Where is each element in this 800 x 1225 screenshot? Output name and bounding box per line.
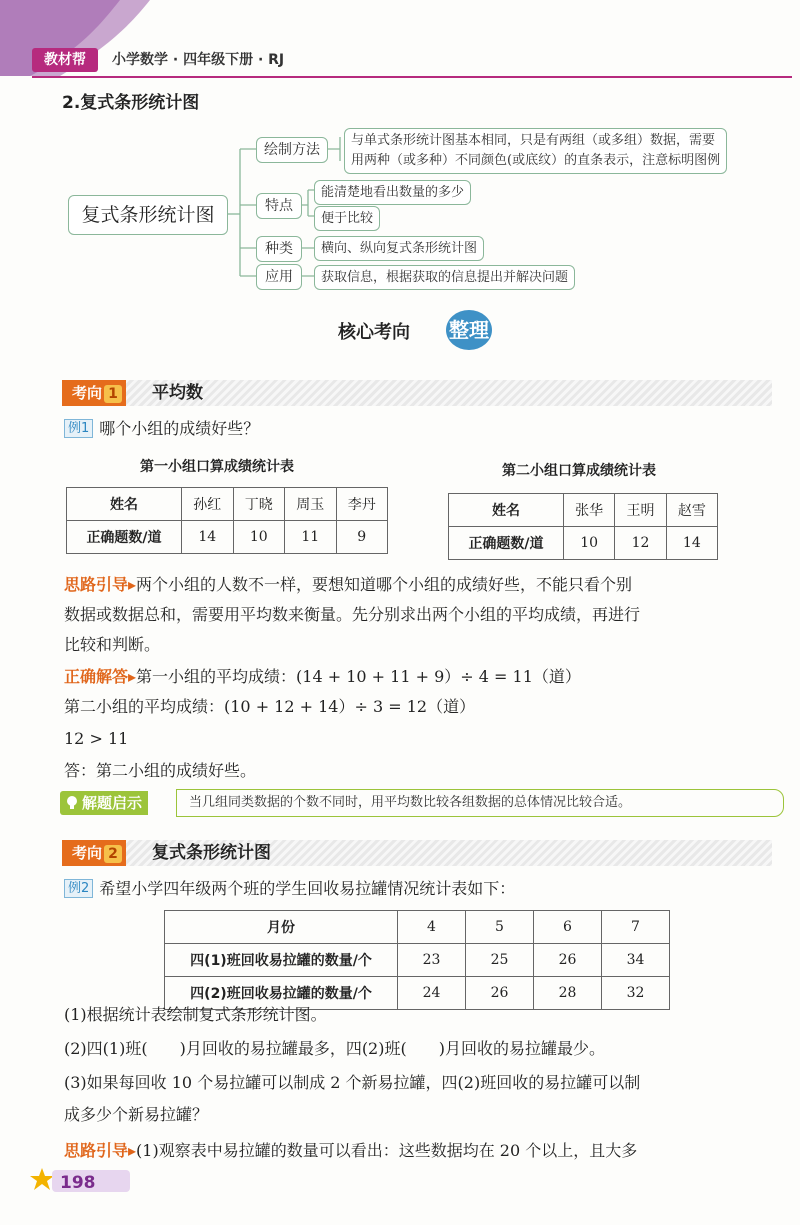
ex2-q2: (2)四(1)班( )月回收的易拉罐最多，四(2)班( )月回收的易拉罐最少。 xyxy=(64,1039,605,1058)
table2-data-row: 正确题数/道 10 12 14 xyxy=(449,527,718,560)
core-title: 核心考向 xyxy=(338,322,410,343)
mindmap-leaf-type: 横向、纵向复式条形统计图 xyxy=(314,236,484,261)
topic1-title: 平均数 xyxy=(152,383,203,403)
ex2-table-row-class1: 四(1)班回收易拉罐的数量/个 23 25 26 34 xyxy=(165,944,670,977)
ex1-guide-label: 思路引导 xyxy=(64,575,129,594)
ex1-answer-line-4: 答：第二小组的成绩好些。 xyxy=(64,761,257,780)
mindmap-node-type: 种类 xyxy=(256,236,302,262)
ex2-q3-line-1: (3)如果每回收 10 个易拉罐可以制成 2 个新易拉罐，四(2)班回收的易拉罐可以制 xyxy=(64,1073,641,1092)
ex1-answer-line-1: 正确解答▸第一小组的平均成绩：(14 + 10 + 11 + 9）÷ 4 = 11（道） xyxy=(64,667,581,686)
brand-badge: 教材帮 xyxy=(32,48,98,72)
core-badge: 整理 xyxy=(446,310,492,350)
ex1-question: 例1 哪个小组的成绩好些？ xyxy=(64,414,259,444)
mindmap-leaf-use: 获取信息，根据获取的信息提出并解决问题 xyxy=(314,265,575,290)
ex1-guide-line-2: 数据或数据总和，需要用平均数来衡量。先分别求出两个小组的平均成绩，再进行 xyxy=(64,605,641,624)
mindmap-root: 复式条形统计图 xyxy=(68,195,228,235)
ex1-guide-line-1: 思路引导▸两个小组的人数不一样，要想知道哪个小组的成绩好些，不能只看个别 xyxy=(64,575,633,594)
topic1-banner xyxy=(62,380,772,406)
mindmap-leaf-feature-1: 能清楚地看出数量的多少 xyxy=(314,180,471,205)
ex2-table-header-row: 月份 4 5 6 7 xyxy=(165,911,670,944)
ex2-question: 例2 希望小学四年级两个班的学生回收易拉罐情况统计表如下： xyxy=(64,874,515,904)
tip-box xyxy=(60,789,772,817)
topic2-title: 复式条形统计图 xyxy=(152,843,271,863)
ex1-answer-line-3: 12 > 11 xyxy=(64,729,129,748)
ex1-answer-label: 正确解答 xyxy=(64,667,129,686)
ex1-tag: 例1 xyxy=(64,419,93,438)
ex2-guide-label: 思路引导 xyxy=(64,1141,129,1160)
mindmap-leaf-method: 与单式条形统计图基本相同，只是有两组（或多组）数据，需要 用两种（或多种）不同颜色(或底纹）的直条表示，注意标明图例 xyxy=(344,128,727,174)
table2-title: 第二小组口算成绩统计表 xyxy=(502,463,656,479)
topic1-tag: 考向 1 xyxy=(62,380,126,406)
table2 xyxy=(448,493,718,560)
table1 xyxy=(66,487,388,554)
ex2-q3-line-2: 成多少个新易拉罐？ xyxy=(64,1105,209,1124)
ex2-table xyxy=(164,910,670,1010)
ex2-guide: 思路引导▸(1)观察表中易拉罐的数量可以看出：这些数据均在 20 个以上，且大多 xyxy=(64,1141,638,1160)
table1-header-row: 姓名 孙红 丁晓 周玉 李丹 xyxy=(67,488,388,521)
ex1-guide-line-3: 比较和判断。 xyxy=(64,635,161,654)
ex2-q1: (1)根据统计表绘制复式条形统计图。 xyxy=(64,1005,327,1024)
mindmap-node-feature: 特点 xyxy=(256,193,302,219)
mindmap-leaf-feature-2: 便于比较 xyxy=(314,206,380,231)
table1-title: 第一小组口算成绩统计表 xyxy=(140,459,294,475)
ex1-answer-line-2: 第二小组的平均成绩：(10 + 12 + 14）÷ 3 = 12（道） xyxy=(64,697,476,716)
page-number: 198 xyxy=(60,1173,96,1193)
ex2-tag: 例2 xyxy=(64,879,93,898)
book-title: 小学数学 · 四年级下册 · RJ xyxy=(112,52,285,68)
page-number-badge xyxy=(30,1168,130,1194)
tip-label: 解题启示 xyxy=(60,791,148,815)
section-title: 2.复式条形统计图 xyxy=(62,93,200,113)
mindmap-node-use: 应用 xyxy=(256,264,302,290)
ex2-table-row-class2: 四(2)班回收易拉罐的数量/个 24 26 28 32 xyxy=(165,977,670,1010)
topic2-tag: 考向 2 xyxy=(62,840,126,866)
mindmap-node-method: 绘制方法 xyxy=(256,137,328,163)
tip-text: 当几组同类数据的个数不同时，用平均数比较各组数据的总体情况比较合适。 xyxy=(176,789,784,817)
lightbulb-icon xyxy=(65,795,79,811)
table2-header-row: 姓名 张华 王明 赵雪 xyxy=(449,494,718,527)
topic2-banner xyxy=(62,840,772,866)
table1-data-row: 正确题数/道 14 10 11 9 xyxy=(67,521,388,554)
